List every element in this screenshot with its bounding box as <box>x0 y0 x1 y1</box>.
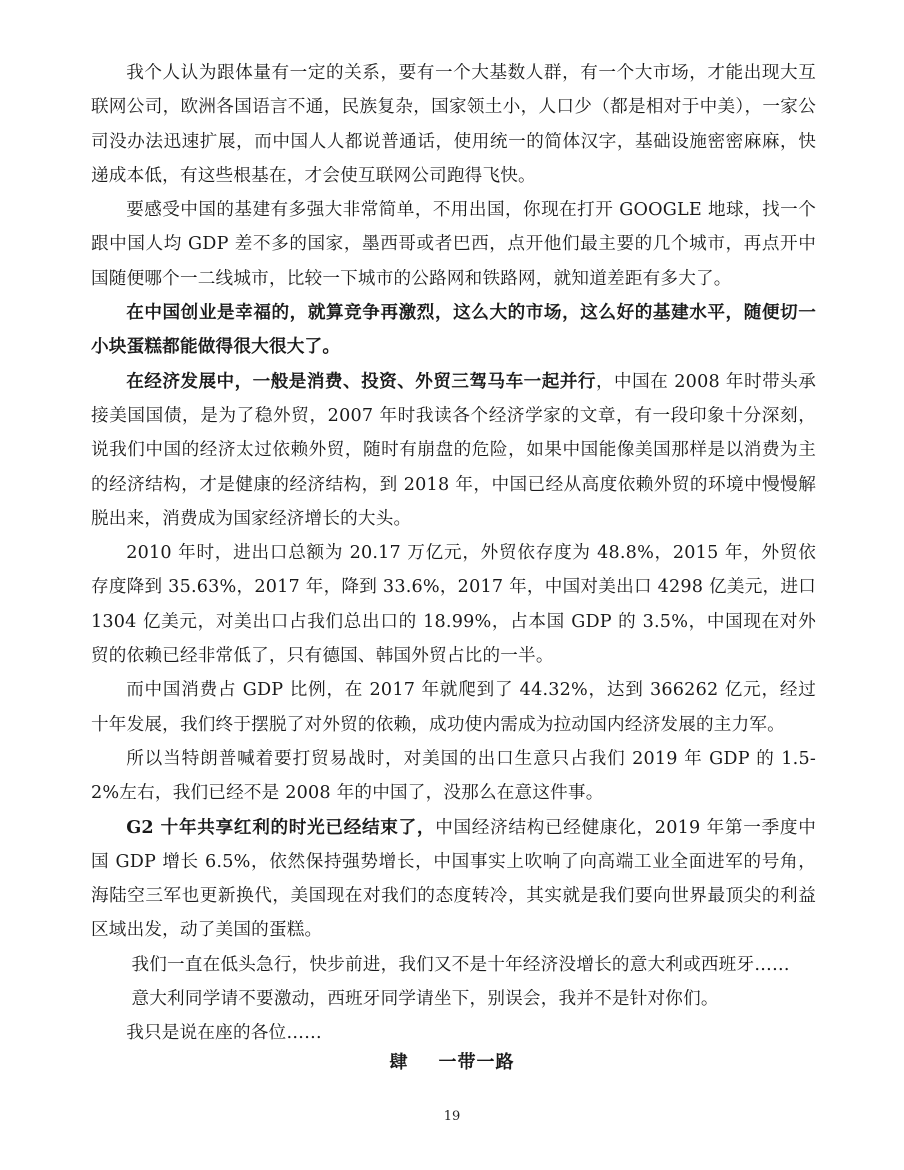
paragraph-4 <box>91 365 816 536</box>
paragraph-7 <box>91 742 816 811</box>
paragraph-5 <box>91 536 816 673</box>
paragraph-8-bold: G2 十年共享红利的时光已经结束了， <box>126 816 436 838</box>
paragraph-1 <box>91 56 816 193</box>
paragraph-5-text: 2010 年时，进出口总额为 20.17 万亿元，外贸依存度为 48.8%，2015 年，外贸依存度降到 35.63%，2017 年，降到 33.6%，2017 年，中国对美出口 4298 亿美元，进口 1304 亿美元，对美出口占我们总出口的 18.99%，占本国 GDP 的 3.5%，中国现在对外贸的依赖已经非常低了，只有德国、韩国外贸占比的一半。 <box>91 543 816 667</box>
paragraph-3 <box>91 296 816 365</box>
paragraph-1-text: 我个人认为跟体量有一定的关系，要有一个大基数人群，有一个大市场，才能出现大互联网公司，欧洲各国语言不通，民族复杂，国家领土小，人口少（都是相对于中美），一家公司没办法迅速扩展，而中国人人都说普通话，使用统一的简体汉字，基础设施密密麻麻，快递成本低，有这些根基在，才会使互联网公司跑得飞快。 <box>91 63 816 186</box>
paragraph-11 <box>91 1016 816 1050</box>
paragraph-7-text: 所以当特朗普喊着要打贸易战时，对美国的出口生意只占我们 2019 年 GDP 的 1.5-2%左右，我们已经不是 2008 年的中国了，没那么在意这件事。 <box>91 748 816 804</box>
paragraph-11-text: 我只是说在座的各位…… <box>126 1023 322 1044</box>
paragraph-9-text: 我们一直在低头急行，快步前进，我们又不是十年经济没增长的意大利或西班牙…… <box>131 954 790 975</box>
page-number: 19 <box>443 1109 461 1124</box>
paragraph-2-text: 要感受中国的基建有多强大非常简单，不用出国，你现在打开 GOOGLE 地球，找一个跟中国人均 GDP 差不多的国家，墨西哥或者巴西，点开他们最主要的几个城市，再点开中国随便哪个一二线城市，比较一下城市的公路网和铁路网，就知道差距有多大了。 <box>91 200 816 289</box>
section-title: 一带一路 <box>438 1052 515 1073</box>
paragraph-6 <box>91 673 816 742</box>
paragraph-2 <box>91 193 816 296</box>
paragraph-9 <box>91 948 816 982</box>
paragraph-8-text: 中国经济结构已经健康化，2019 年第一季度中国 GDP 增长 6.5%，依然保持强势增长，中国事实上吹响了向高端工业全面进军的号角，海陆空三军也更新换代，美国现在对我们的态度转冷，其实就是我们要向世界最顶尖的利益区域出发，动了美国的蛋糕。 <box>91 817 816 941</box>
paragraph-3-bold: 在中国创业是幸福的，就算竞争再激烈，这么大的市场，这么好的基建水平，随便切一小块蛋糕都能做得很大很大了。 <box>91 302 816 358</box>
section-numeral: 肆 <box>389 1052 409 1073</box>
body-text <box>91 56 816 1051</box>
paragraph-4-bold: 在经济发展中，一般是消费、投资、外贸三驾马车一起并行 <box>126 370 596 392</box>
paragraph-4-text: ，中国在 2008 年时带头承接美国国债，是为了稳外贸，2007 年时我读各个经济学家的文章，有一段印象十分深刻，说我们中国的经济太过依赖外贸，随时有崩盘的危险，如果中国能像美国那样是以消费为主的经济结构，才是健康的经济结构，到 2018 年，中国已经从高度依赖外贸的环境中慢慢解脱出来，消费成为国家经济增长的大头。 <box>91 371 816 529</box>
paragraph-10 <box>91 982 816 1016</box>
section-heading <box>0 1048 904 1074</box>
paragraph-6-text: 而中国消费占 GDP 比例，在 2017 年就爬到了 44.32%，达到 366262 亿元，经过十年发展，我们终于摆脱了对外贸的依赖，成功使内需成为拉动国内经济发展的主力军。 <box>91 680 816 735</box>
paragraph-8 <box>91 811 816 948</box>
paragraph-10-text: 意大利同学请不要激动，西班牙同学请坐下，别误会，我并不是针对你们。 <box>131 989 719 1010</box>
